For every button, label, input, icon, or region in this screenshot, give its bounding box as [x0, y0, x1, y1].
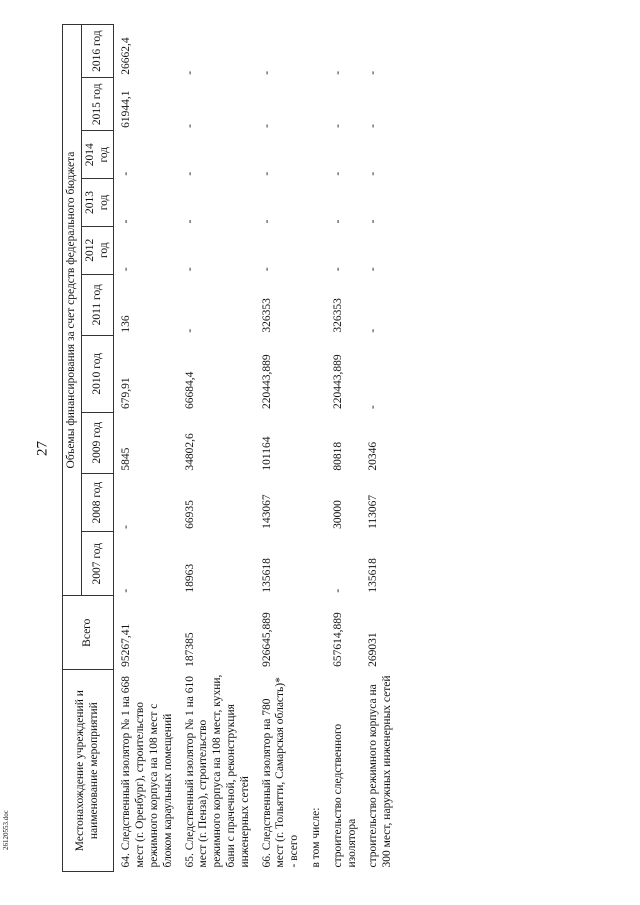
row-name: в том числе:	[309, 807, 322, 868]
row-year-value: 101164	[260, 436, 273, 471]
row-total: 657614,889	[331, 612, 344, 667]
row-year-value: -	[331, 171, 344, 176]
header-year: 2008 год	[81, 474, 114, 532]
table-row	[361, 25, 397, 872]
row-year-value: 135618	[367, 558, 380, 593]
row-year-value: -	[183, 267, 196, 272]
row-name: 65. Следственный изолятор № 1 на 610 мест (г. Пенза), строительство режимного корпуса на 108 мест, кухни, бани с прачечной, реконструкция инженерных сетей	[183, 674, 251, 868]
row-year-value: -	[367, 70, 380, 75]
row-year-value: 326353	[260, 298, 273, 333]
row-year-value: -	[183, 70, 196, 75]
row-year-value: -	[183, 123, 196, 128]
row-year-value: 143067	[260, 494, 273, 529]
row-year-value: 220443,889	[331, 354, 344, 410]
row-year-value: 30000	[331, 500, 344, 529]
row-year-value: 61944,1	[120, 90, 133, 128]
row-year-value: -	[367, 123, 380, 128]
row-year-value	[304, 179, 326, 227]
row-year-value: -	[367, 405, 380, 410]
row-year-value: -	[331, 588, 344, 593]
header-year: 2015 год	[81, 78, 114, 131]
row-year-value: -	[367, 171, 380, 176]
row-year-value: 66935	[183, 500, 196, 529]
row-year-value: -	[260, 70, 273, 75]
row-year-value: -	[260, 123, 273, 128]
row-year-value: -	[367, 219, 380, 224]
row-year-value: 80818	[331, 441, 344, 471]
row-name: строительство режимного корпуса на 300 мест, наружных инженерных сетей	[367, 675, 394, 868]
row-year-value: -	[183, 219, 196, 224]
row-total: 926645,889	[260, 612, 273, 667]
row-year-value: 326353	[331, 298, 344, 333]
row-total	[304, 596, 326, 670]
row-name: 64. Следственный изолятор № 1 на 668 мест (г. Оренбург), строительство режимного корпуса на 108 мест с блоком караульных помещений	[120, 676, 174, 868]
row-year-value: 18963	[183, 563, 196, 593]
table-row	[114, 25, 178, 872]
row-year-value	[304, 474, 326, 532]
header-year: 2009 год	[81, 412, 114, 474]
row-year-value: 26662,4	[120, 37, 133, 75]
row-year-value	[304, 412, 326, 474]
row-total: 95267,41	[120, 623, 133, 667]
row-year-value: -	[331, 123, 344, 128]
table-row	[178, 25, 255, 872]
row-year-value: -	[120, 171, 133, 176]
row-year-value: -	[260, 267, 273, 272]
row-year-value: 135618	[260, 558, 273, 593]
row-year-value: 113067	[367, 494, 380, 529]
row-year-value: -	[367, 267, 380, 272]
row-year-value: 34802,6	[183, 433, 196, 471]
row-year-value: -	[367, 328, 380, 333]
header-name: Местонахождение учреждений и наименование мероприятий	[63, 670, 114, 872]
row-year-value	[304, 532, 326, 596]
table-body	[114, 25, 397, 872]
row-year-value: 20346	[367, 441, 380, 471]
row-year-value: -	[331, 219, 344, 224]
row-name: строительство следственного изолятора	[331, 723, 358, 868]
row-year-value: -	[183, 171, 196, 176]
row-year-value: -	[120, 267, 133, 272]
footer-doc-code: 26120553.doc	[2, 810, 10, 850]
row-year-value	[304, 78, 326, 131]
row-year-value: -	[120, 219, 133, 224]
row-year-value: -	[183, 328, 196, 333]
row-year-value	[304, 25, 326, 78]
table-row	[255, 25, 304, 872]
row-total: 269031	[367, 632, 380, 667]
financing-table	[62, 24, 397, 872]
page-number: 27	[34, 441, 51, 456]
row-year-value	[304, 274, 326, 336]
table-row	[326, 25, 362, 872]
row-total: 187385	[183, 632, 196, 667]
header-year: 2010 год	[81, 336, 114, 412]
row-year-value: -	[120, 588, 133, 593]
header-year: 2013 год	[81, 179, 114, 227]
row-year-value	[304, 226, 326, 274]
rotated-table-container	[62, 24, 562, 872]
header-group: Объемы финансирования за счет средств федерального бюджета	[63, 25, 82, 596]
header-total: Всего	[63, 596, 114, 670]
header-year: 2014 год	[81, 131, 114, 179]
row-year-value: -	[260, 171, 273, 176]
row-year-value: 679,91	[120, 377, 133, 410]
row-year-value: -	[120, 525, 133, 529]
row-year-value: 220443,889	[260, 354, 273, 410]
header-year: 2016 год	[81, 25, 114, 78]
row-year-value	[304, 131, 326, 179]
header-year: 2007 год	[81, 532, 114, 596]
row-year-value: -	[331, 70, 344, 75]
table-row	[304, 25, 326, 872]
row-year-value: 136	[120, 315, 133, 333]
header-year: 2012 год	[81, 226, 114, 274]
row-year-value: -	[331, 267, 344, 272]
row-year-value: 66684,4	[183, 371, 196, 410]
row-year-value	[304, 336, 326, 412]
row-name: 66. Следственный изолятор на 780 мест (г. Тольятти, Самарская область)* - всего	[260, 677, 301, 868]
row-year-value: 5845	[120, 447, 133, 471]
row-year-value: -	[260, 219, 273, 224]
header-year: 2011 год	[81, 274, 114, 336]
